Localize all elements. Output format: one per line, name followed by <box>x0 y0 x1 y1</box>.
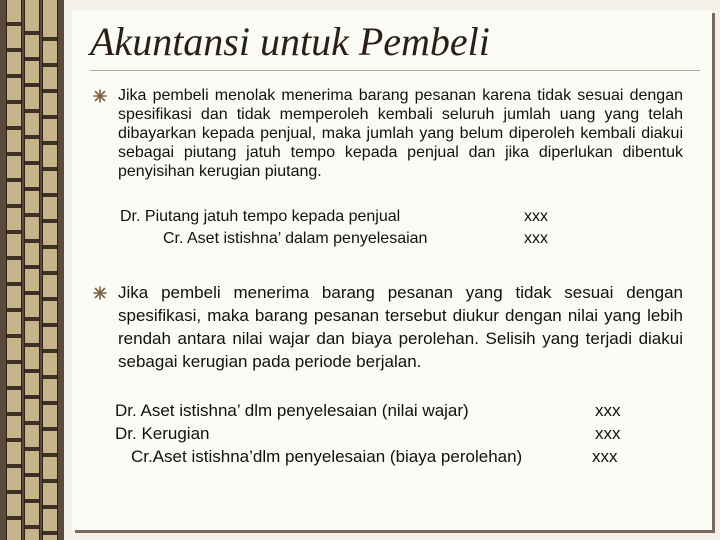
journal-entry-amount: xxx <box>595 424 621 443</box>
journal-entry-account: Dr. Piutang jatuh tempo kepada penjual <box>120 208 401 225</box>
bamboo-stalk <box>42 0 58 540</box>
bullet-paragraph: Jika pembeli menolak menerima barang pesanan karena tidak sesuai dengan spesifikasi dan tidak memperoleh kembali seluruh jumlah uang yang telah dibayarkan kepada penjual, maka jumlah yang belum diperoleh kembali diakui sebagai piutang jatuh tempo kepada penjual dan jika diperlukan dibentuk penyisihan kerugian piutang. <box>118 87 683 180</box>
bamboo-stalk <box>6 0 22 540</box>
journal-entry-amount: xxx <box>524 208 548 225</box>
title-divider <box>90 70 700 71</box>
journal-entry-amount: xxx <box>524 230 548 247</box>
slide-title: Akuntansi untuk Pembeli <box>90 19 490 64</box>
bamboo-leaf-icon <box>92 285 108 301</box>
journal-entry-account: Dr. Kerugian <box>115 424 210 443</box>
journal-entry-account: Cr. Aset istishna’ dalam penyelesaian <box>163 230 428 247</box>
bamboo-stalk <box>24 0 40 540</box>
bamboo-leaf-icon <box>92 88 108 104</box>
bamboo-border <box>0 0 64 540</box>
bullet-paragraph: Jika pembeli menerima barang pesanan yang tidak sesuai dengan spesifikasi, maka barang pesanan tersebut diukur dengan nilai yang lebih rendah antara nilai wajar dan biaya perolehan. Selisih yang terjadi diakui sebagai kerugian pada periode berjalan. <box>118 283 683 371</box>
journal-entry-account: Cr.Aset istishna’dlm penyelesaian (biaya perolehan) <box>131 447 523 466</box>
journal-entry-amount: xxx <box>592 447 618 466</box>
journal-entry-amount: xxx <box>595 401 621 420</box>
journal-entry-account: Dr. Aset istishna’ dlm penyelesaian (nilai wajar) <box>115 401 469 420</box>
